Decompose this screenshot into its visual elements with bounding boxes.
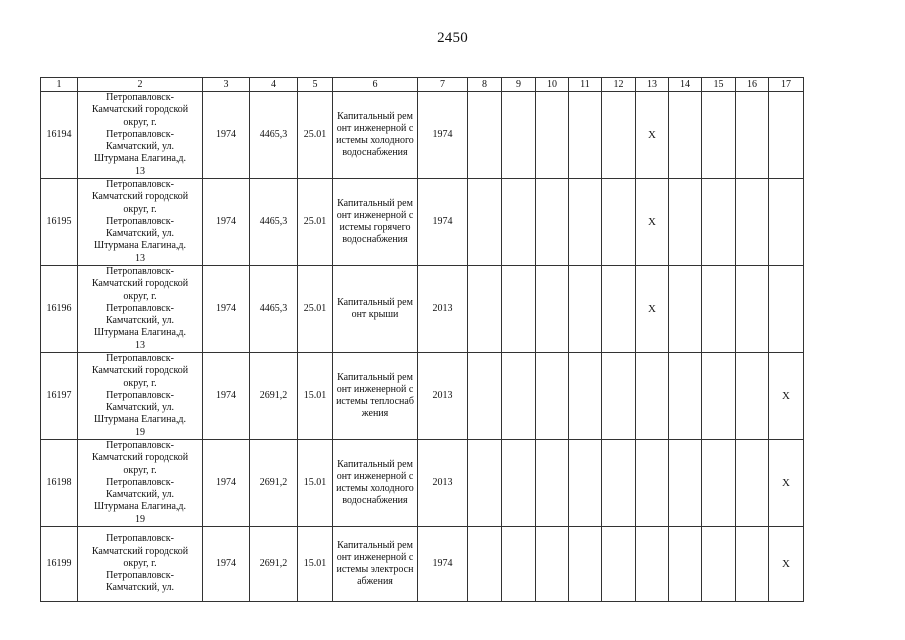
mark-col-14 <box>669 266 702 353</box>
mark-col-17: X <box>769 527 804 602</box>
mark-col-17: X <box>769 440 804 527</box>
year: 2013 <box>418 440 468 527</box>
work-description: Капитальный ремонт инженерной системы горячего водоснабжения <box>336 197 414 246</box>
build-year: 1974 <box>203 92 250 179</box>
mark-col-14 <box>669 440 702 527</box>
year: 1974 <box>418 92 468 179</box>
mark-col-8 <box>468 527 502 602</box>
mark-col-13 <box>636 527 669 602</box>
mark-col-13 <box>636 440 669 527</box>
work-description-cell <box>333 92 418 179</box>
mark-col-16 <box>736 527 769 602</box>
mark-col-11 <box>569 353 602 440</box>
address-cell <box>78 266 203 353</box>
column-header-15: 15 <box>702 78 736 92</box>
mark-col-12 <box>602 179 636 266</box>
year: 1974 <box>418 179 468 266</box>
mark-col-12 <box>602 527 636 602</box>
address-cell <box>78 179 203 266</box>
mark-col-11 <box>569 266 602 353</box>
code: 15.01 <box>298 353 333 440</box>
mark-col-15 <box>702 353 736 440</box>
mark-col-16 <box>736 92 769 179</box>
mark-col-11 <box>569 92 602 179</box>
address-cell <box>78 527 203 602</box>
area: 2691,2 <box>250 527 298 602</box>
mark-col-15 <box>702 179 736 266</box>
row-id: 16197 <box>41 353 78 440</box>
repair-schedule-table <box>40 77 804 602</box>
address: Петропавловск- Камчатский городской округ, г. Петропавловск- Камчатский, ул. Штурмана Елагина,д. 13 <box>91 179 189 264</box>
mark-col-10 <box>536 179 569 266</box>
mark-col-9 <box>502 92 536 179</box>
table-header <box>41 78 804 92</box>
work-description-cell <box>333 179 418 266</box>
mark-col-16 <box>736 266 769 353</box>
area: 2691,2 <box>250 440 298 527</box>
mark-col-17 <box>769 92 804 179</box>
table-row <box>41 527 804 602</box>
area: 4465,3 <box>250 179 298 266</box>
address-cell <box>78 440 203 527</box>
mark-col-16 <box>736 353 769 440</box>
area: 4465,3 <box>250 266 298 353</box>
address: Петропавловск- Камчатский городской округ, г. Петропавловск- Камчатский, ул. Штурмана Елагина,д. 19 <box>91 353 189 438</box>
mark-col-11 <box>569 440 602 527</box>
column-header-12: 12 <box>602 78 636 92</box>
mark-col-10 <box>536 440 569 527</box>
mark-col-10 <box>536 92 569 179</box>
mark-col-8 <box>468 440 502 527</box>
mark-col-17 <box>769 179 804 266</box>
mark-col-9 <box>502 440 536 527</box>
mark-col-9 <box>502 353 536 440</box>
mark-col-14 <box>669 527 702 602</box>
mark-col-16 <box>736 179 769 266</box>
table-row <box>41 92 804 179</box>
mark-col-13: X <box>636 179 669 266</box>
work-description: Капитальный ремонт инженерной системы электроснабжения <box>336 539 414 588</box>
build-year: 1974 <box>203 527 250 602</box>
mark-col-15 <box>702 527 736 602</box>
mark-col-13: X <box>636 266 669 353</box>
address: Петропавловск- Камчатский городской округ, г. Петропавловск- Камчатский, ул. <box>91 533 189 594</box>
work-description-cell <box>333 353 418 440</box>
code: 25.01 <box>298 179 333 266</box>
work-description: Капитальный ремонт инженерной системы холодного водоснабжения <box>336 458 414 507</box>
page-number: 2450 <box>437 30 468 46</box>
mark-col-12 <box>602 353 636 440</box>
mark-col-15 <box>702 266 736 353</box>
table-row <box>41 266 804 353</box>
row-id: 16195 <box>41 179 78 266</box>
year: 1974 <box>418 527 468 602</box>
build-year: 1974 <box>203 179 250 266</box>
mark-col-12 <box>602 92 636 179</box>
column-header-5: 5 <box>298 78 333 92</box>
mark-col-13 <box>636 353 669 440</box>
table-row <box>41 353 804 440</box>
mark-col-14 <box>669 179 702 266</box>
column-header-13: 13 <box>636 78 669 92</box>
address: Петропавловск- Камчатский городской округ, г. Петропавловск- Камчатский, ул. Штурмана Елагина,д. 13 <box>91 266 189 351</box>
address-cell <box>78 353 203 440</box>
address: Петропавловск- Камчатский городской округ, г. Петропавловск- Камчатский, ул. Штурмана Елагина,д. 13 <box>91 92 189 177</box>
mark-col-17: X <box>769 353 804 440</box>
row-id: 16198 <box>41 440 78 527</box>
column-header-1: 1 <box>41 78 78 92</box>
column-header-6: 6 <box>333 78 418 92</box>
mark-col-8 <box>468 179 502 266</box>
column-header-3: 3 <box>203 78 250 92</box>
column-header-16: 16 <box>736 78 769 92</box>
column-header-10: 10 <box>536 78 569 92</box>
work-description: Капитальный ремонт инженерной системы теплоснабжения <box>336 371 414 420</box>
column-header-9: 9 <box>502 78 536 92</box>
mark-col-14 <box>669 353 702 440</box>
table-row <box>41 440 804 527</box>
mark-col-14 <box>669 92 702 179</box>
header-row <box>41 78 804 92</box>
work-description: Капитальный ремонт крыши <box>337 296 413 320</box>
column-header-4: 4 <box>250 78 298 92</box>
work-description-cell <box>333 440 418 527</box>
mark-col-10 <box>536 353 569 440</box>
table-row <box>41 179 804 266</box>
mark-col-8 <box>468 266 502 353</box>
column-header-2: 2 <box>78 78 203 92</box>
mark-col-8 <box>468 92 502 179</box>
mark-col-12 <box>602 266 636 353</box>
column-header-11: 11 <box>569 78 602 92</box>
column-header-8: 8 <box>468 78 502 92</box>
mark-col-9 <box>502 527 536 602</box>
code: 15.01 <box>298 527 333 602</box>
work-description-cell <box>333 527 418 602</box>
mark-col-10 <box>536 266 569 353</box>
column-header-17: 17 <box>769 78 804 92</box>
build-year: 1974 <box>203 353 250 440</box>
code: 15.01 <box>298 440 333 527</box>
mark-col-12 <box>602 440 636 527</box>
row-id: 16199 <box>41 527 78 602</box>
mark-col-9 <box>502 179 536 266</box>
mark-col-8 <box>468 353 502 440</box>
year: 2013 <box>418 266 468 353</box>
mark-col-13: X <box>636 92 669 179</box>
code: 25.01 <box>298 266 333 353</box>
mark-col-11 <box>569 179 602 266</box>
mark-col-10 <box>536 527 569 602</box>
column-header-14: 14 <box>669 78 702 92</box>
mark-col-11 <box>569 527 602 602</box>
year: 2013 <box>418 353 468 440</box>
build-year: 1974 <box>203 440 250 527</box>
work-description-cell <box>333 266 418 353</box>
row-id: 16196 <box>41 266 78 353</box>
area: 4465,3 <box>250 92 298 179</box>
mark-col-9 <box>502 266 536 353</box>
build-year: 1974 <box>203 266 250 353</box>
mark-col-15 <box>702 92 736 179</box>
table-body <box>41 92 804 602</box>
area: 2691,2 <box>250 353 298 440</box>
work-description: Капитальный ремонт инженерной системы холодного водоснабжения <box>336 110 414 159</box>
row-id: 16194 <box>41 92 78 179</box>
mark-col-16 <box>736 440 769 527</box>
address: Петропавловск- Камчатский городской округ, г. Петропавловск- Камчатский, ул. Штурмана Елагина,д. 19 <box>91 440 189 525</box>
mark-col-15 <box>702 440 736 527</box>
mark-col-17 <box>769 266 804 353</box>
code: 25.01 <box>298 92 333 179</box>
address-cell <box>78 92 203 179</box>
column-header-7: 7 <box>418 78 468 92</box>
